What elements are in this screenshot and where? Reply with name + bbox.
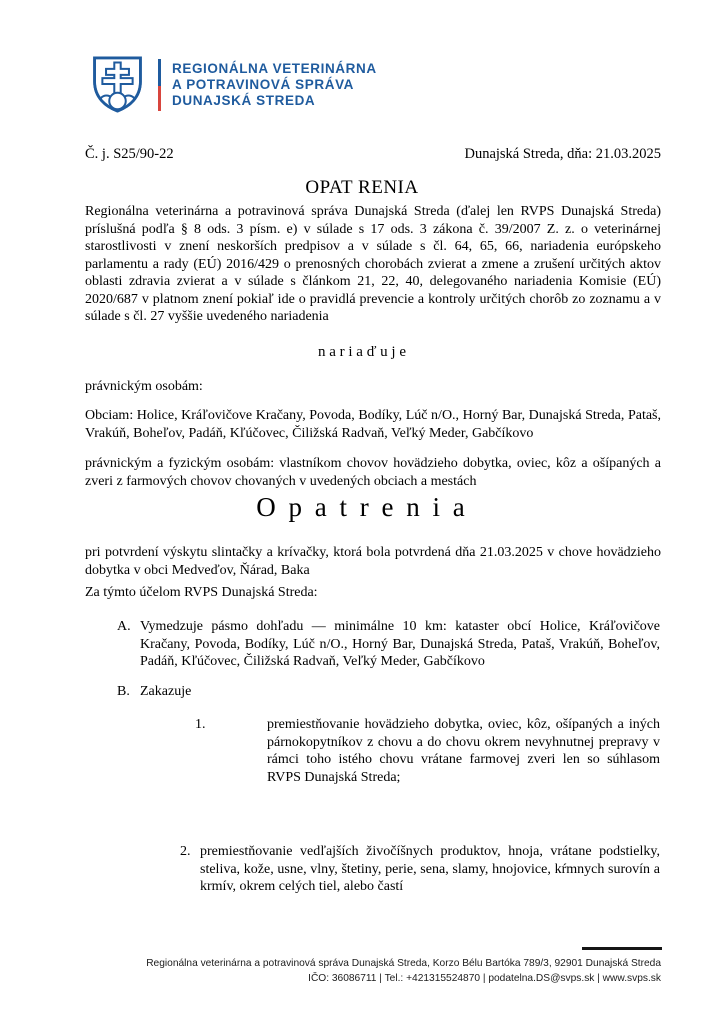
list-item-b-text: Zakazuje [140, 684, 192, 699]
list-item-a [117, 618, 660, 671]
list-item-b-label: B. [117, 684, 130, 699]
list-item-b [117, 683, 660, 701]
reference-number: Č. j. S25/90-22 [85, 146, 174, 162]
org-name-line1: REGIONÁLNA VETERINÁRNA [172, 60, 377, 76]
list-item-a-label: A. [117, 619, 131, 634]
numbered-item-2-label: 2. [180, 844, 191, 859]
footer-divider [582, 947, 662, 950]
addressee-legal-persons: právnickým osobám: [85, 379, 203, 394]
place-date: Dunajská Streda, dňa: 21.03.2025 [464, 146, 661, 162]
slovak-coat-of-arms-icon [90, 54, 145, 115]
reference-row [85, 146, 661, 163]
numbered-item-2 [180, 843, 660, 896]
municipalities-paragraph: Obciam: Holice, Kráľovičove Kračany, Povoda, Bodíky, Lúč n/O., Horný Bar, Dunajská Streda, Pataš, Vrakúň, Boheľov, Padáň, Kľúčovec, Čiližská Radvaň, Veľký Meder, Gabčíkovo [85, 408, 661, 441]
footer-contact: IČO: 36086711 | Tel.: +421315524870 | podatelna.DS@svps.sk | www.svps.sk [308, 973, 661, 984]
order-verb: n a r i a ď u j e [317, 344, 406, 360]
org-logo [90, 54, 377, 115]
document-title: OPAT RENIA [305, 177, 419, 198]
intro-paragraph: Regionálna veterinárna a potravinová správa Dunajská Streda (ďalej len RVPS Dunajská Streda) príslušná podľa § 8 ods. 3 písm. e) v súlade s 17 ods. 3 zákona č. 39/2007 Z. z. o veterinárnej starostlivosti v znení neskorších predpisov a v súlade s čl. 64, 65, 66, nariadenia európskeho parlamentu a rady (EÚ) 2016/429 o prenosných chorobách zvierat a zmene a zrušení určitých aktov oblasti zdravia zvierat a v súlade s článkom 21, 22, 40, delegovaného nariadenia Komisie (EÚ) 2020/687 v platnom znení pokiaľ ide o pravidlá prevencie a kontroly určitých chorôb zo zoznamu a v súlade s čl. 27 vyššie uvedeného nariadenia [85, 204, 661, 324]
measures-title: O p a t r e n i a [256, 492, 468, 522]
list-item-a-text: Vymedzuje pásmo dohľadu — minimálne 10 km: kataster obcí Holice, Kráľovičove Kračany, Povoda, Bodíky, Lúč n/O., Horný Bar, Dunajská Streda, Pataš, Vrakúň, Boheľov, Padáň, Kľúčovec, Čiližská Radvaň, Veľký Meder, Gabčíkovo [140, 619, 660, 669]
purpose-line: Za týmto účelom RVPS Dunajská Streda: [85, 585, 318, 600]
addressee-owners-paragraph: právnickým a fyzickým osobám: vlastníkom chovov hovädzieho dobytka, oviec, kôz a ošípaných a zveri z farmových chovov chovaných v uvedených obciach a mestách [85, 456, 661, 489]
org-name [172, 61, 377, 109]
occurrence-paragraph: pri potvrdení výskytu slintačky a krívačky, ktorá bola potvrdená dňa 21.03.2025 v chove hovädzieho dobytka v obci Medveďov, Ňárad, Baka [85, 545, 661, 578]
page-footer [85, 956, 661, 986]
numbered-item-2-text: premiestňovanie vedľajších živočíšnych produktov, hnoja, vrátane podstielky, steliva, kože, usne, vlny, štetiny, perie, sena, slamy, hnojovice, kŕmnych surovín a krmív, okrem celých tiel, alebo častí [200, 844, 660, 894]
numbered-item-1 [195, 716, 660, 786]
numbered-item-1-text: premiestňovanie hovädzieho dobytka, oviec, kôz, ošípaných a iných párnokopytníkov z chovu a do chovu okrem nevyhnutnej prepravy v rámci toho istého chovu vrátane farmovej zveri len so súhlasom RVPS Dunajská Streda; [267, 717, 660, 785]
org-name-line3: DUNAJSKÁ STREDA [172, 92, 316, 108]
org-name-line2: A POTRAVINOVÁ SPRÁVA [172, 76, 355, 92]
footer-address: Regionálna veterinárna a potravinová správa Dunajská Streda, Korzo Bélu Bartóka 789/3, 92901 Dunajská Streda [146, 958, 661, 969]
logo-divider [158, 59, 161, 111]
numbered-item-1-label: 1. [195, 717, 206, 732]
